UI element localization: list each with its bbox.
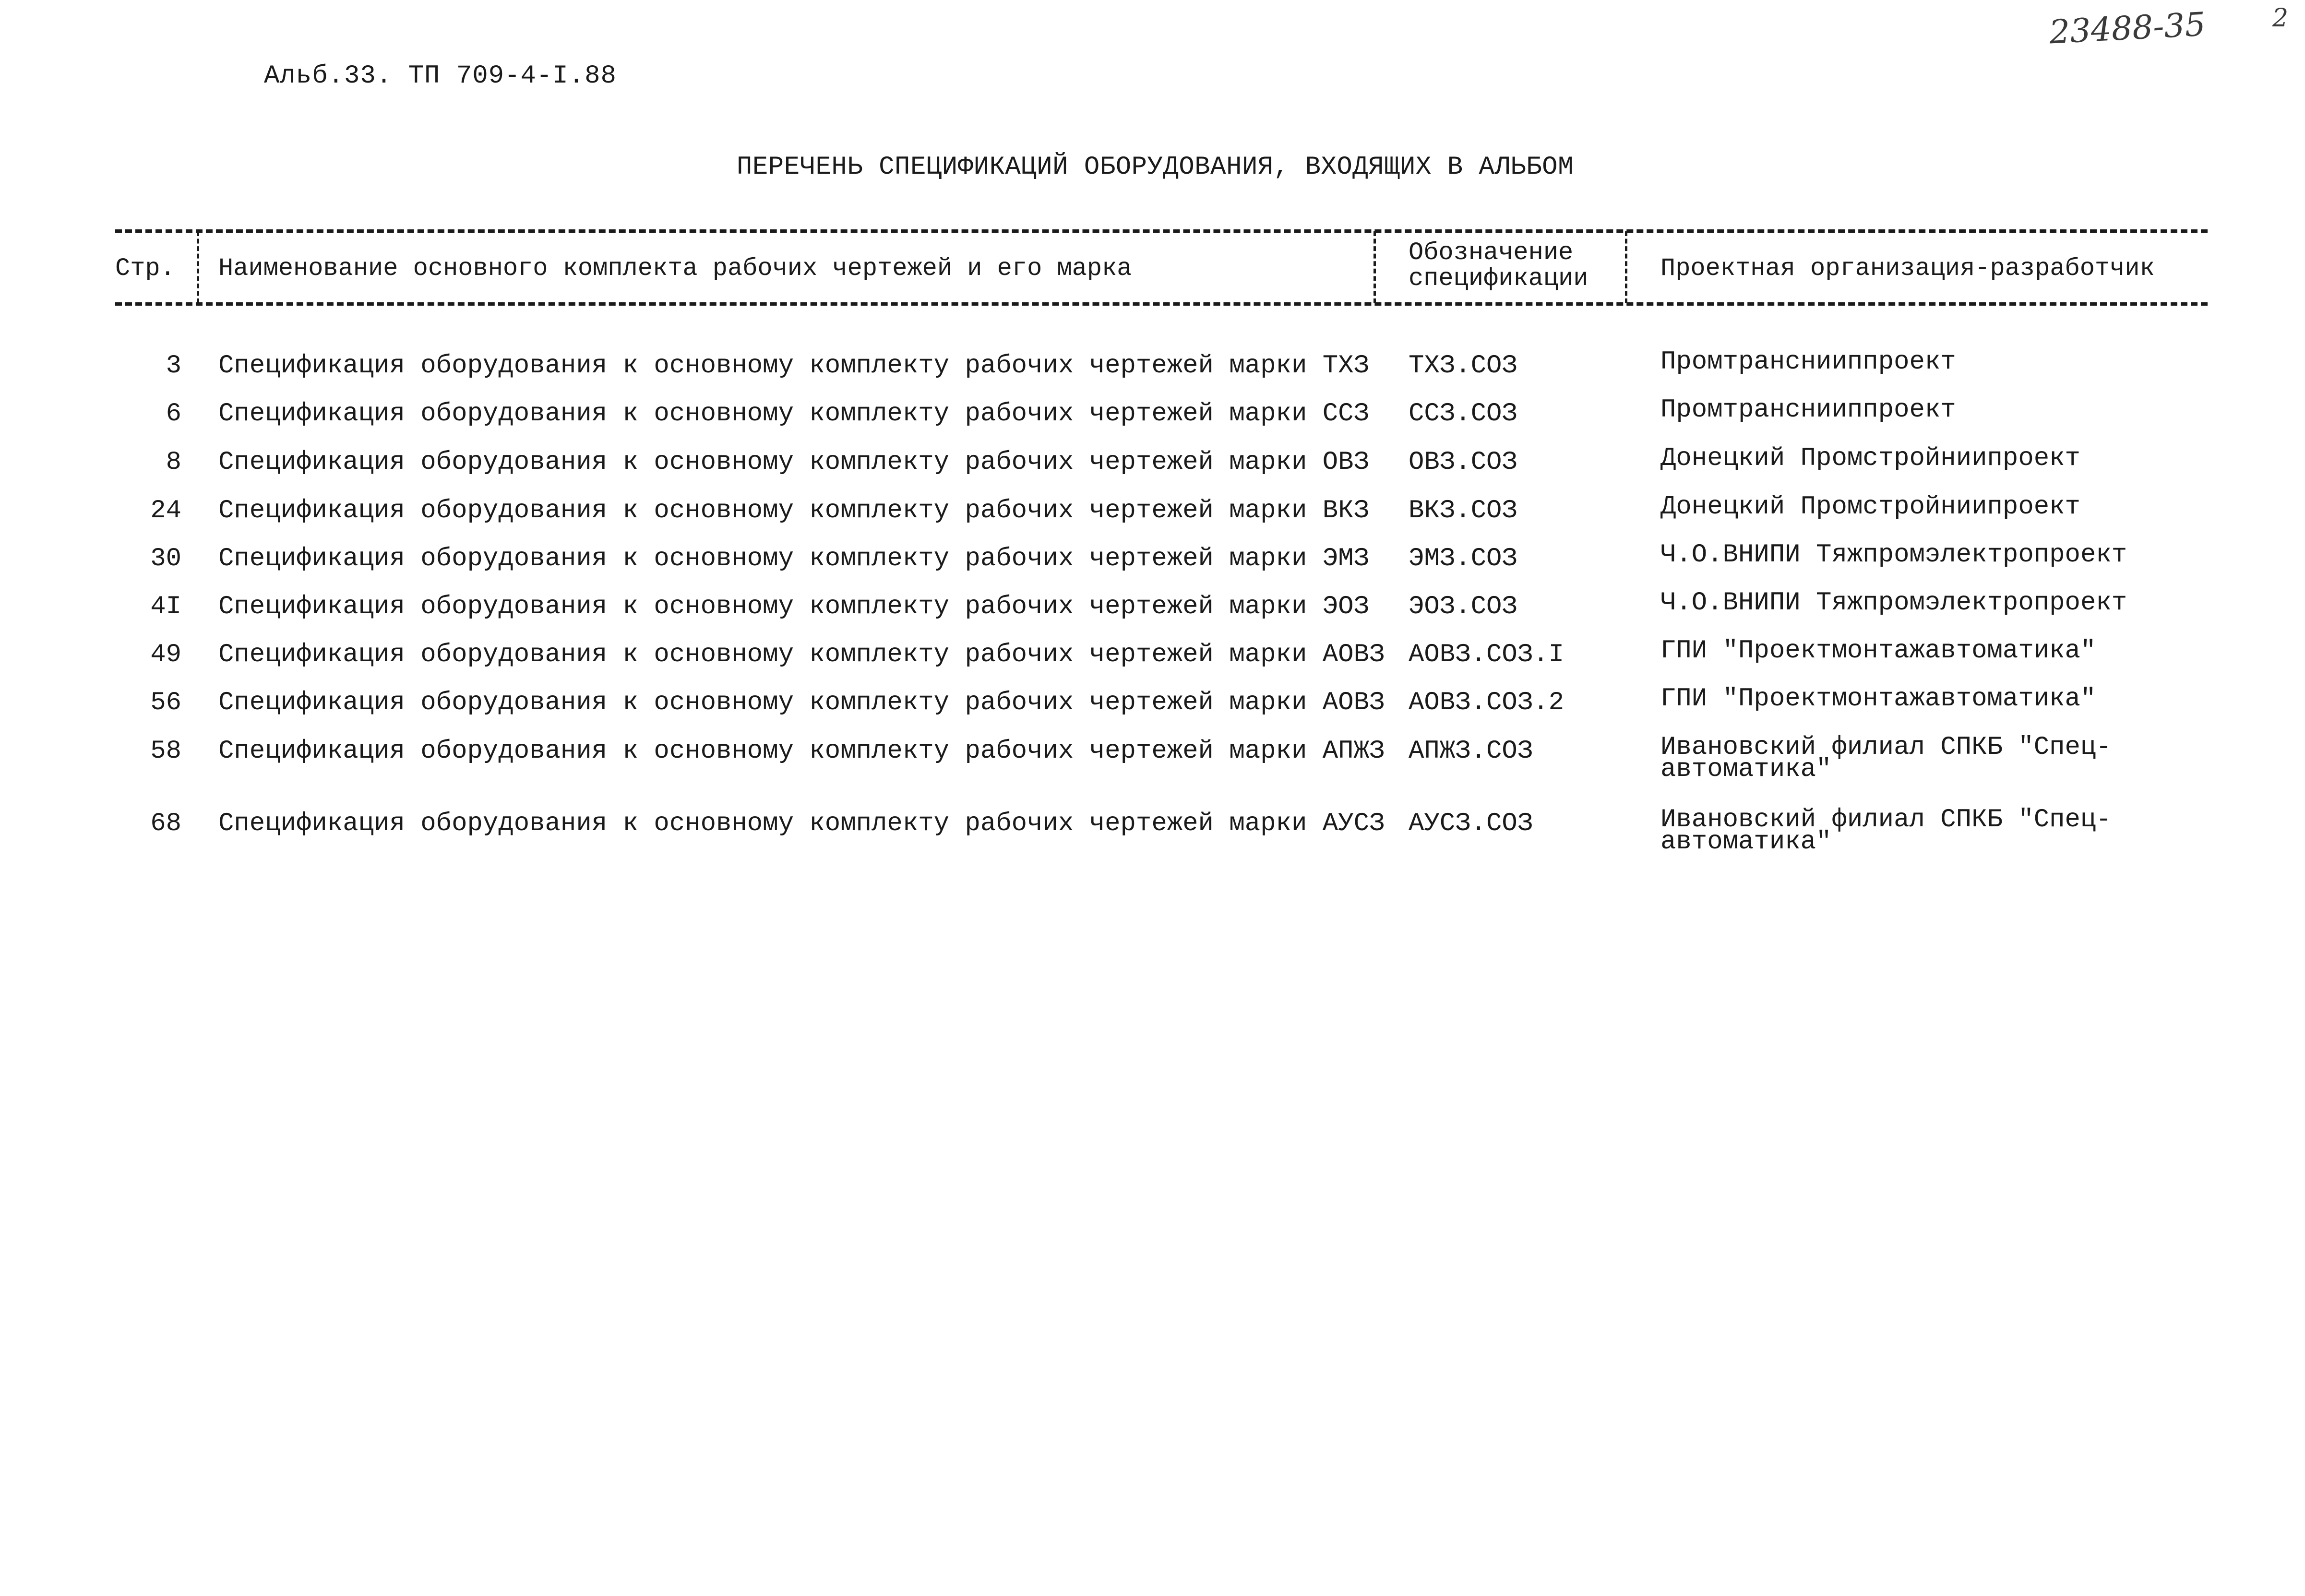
document-title: ПЕРЕЧЕНЬ СПЕЦИФИКАЦИЙ ОБОРУДОВАНИЯ, ВХОДЯЩИХ В АЛЬБОМ xyxy=(737,153,1574,182)
row-org: Промтранснииппроект xyxy=(1660,347,1956,377)
column-header-name: Наименование основного комплекта рабочих чертежей и его марка xyxy=(218,254,1132,283)
row-org: ГПИ "Проектмонтажавтоматика" xyxy=(1660,684,2096,714)
row-page: 56 xyxy=(150,688,181,717)
column-separator xyxy=(1373,231,1376,303)
column-header-page: Стр. xyxy=(115,254,175,283)
sheet-number: 2 xyxy=(2272,4,2289,33)
row-name: Спецификация оборудования к основному комплекту рабочих чертежей марки АПЖЗ xyxy=(218,737,1385,766)
row-page: 30 xyxy=(150,544,181,573)
row-org: ГПИ "Проектмонтажавтоматика" xyxy=(1660,636,2096,666)
album-reference: Альб.33. ТП 709-4-I.88 xyxy=(264,61,617,91)
column-header-code-line1: Обозначение xyxy=(1409,238,1574,267)
row-page: 4I xyxy=(150,592,181,621)
row-org: Ивановский филиал СПКБ "Спец-автоматика" xyxy=(1660,805,2112,857)
row-org: Ч.О.ВНИПИ Тяжпромэлектропроект xyxy=(1660,540,2127,570)
row-code: ОВЗ.СОЗ xyxy=(1409,448,1517,477)
handwritten-document-number: 23488-35 xyxy=(2048,5,2207,52)
row-name: Спецификация оборудования к основному комплекту рабочих чертежей марки ССЗ xyxy=(218,399,1369,429)
column-header-code xyxy=(1409,240,1588,292)
column-separator xyxy=(1625,231,1627,303)
row-code: АУСЗ.СОЗ xyxy=(1409,809,1533,838)
row-code: ЭОЗ.СОЗ xyxy=(1409,592,1517,621)
table-header-bottom-rule xyxy=(115,302,2208,306)
row-page: 6 xyxy=(166,399,181,429)
row-page: 3 xyxy=(166,351,181,381)
column-header-code-line2: спецификации xyxy=(1409,264,1588,293)
row-page: 49 xyxy=(150,640,181,669)
row-code: АПЖЗ.СОЗ xyxy=(1409,737,1533,766)
row-code: ССЗ.СОЗ xyxy=(1409,399,1517,429)
row-name: Спецификация оборудования к основному комплекту рабочих чертежей марки ЭОЗ xyxy=(218,592,1369,621)
row-code: АОВЗ.СОЗ.I xyxy=(1409,640,1565,669)
row-org: Ивановский филиал СПКБ "Спец-автоматика" xyxy=(1660,733,2112,784)
row-page: 58 xyxy=(150,737,181,766)
row-name: Спецификация оборудования к основному комплекту рабочих чертежей марки ЭМЗ xyxy=(218,544,1369,573)
row-code: ТХЗ.СОЗ xyxy=(1409,351,1517,381)
row-name: Спецификация оборудования к основному комплекту рабочих чертежей марки ТХЗ xyxy=(218,351,1369,381)
row-name: Спецификация оборудования к основному комплекту рабочих чертежей марки ОВЗ xyxy=(218,448,1369,477)
row-code: ВКЗ.СОЗ xyxy=(1409,496,1517,525)
row-org: Донецкий Промстройниипроект xyxy=(1660,492,2080,522)
row-name: Спецификация оборудования к основному комплекту рабочих чертежей марки ВКЗ xyxy=(218,496,1369,525)
row-name: Спецификация оборудования к основному комплекту рабочих чертежей марки АУСЗ xyxy=(218,809,1385,838)
row-org: Промтранснииппроект xyxy=(1660,395,1956,425)
column-header-org: Проектная организация-разработчик xyxy=(1660,254,2155,283)
row-page: 8 xyxy=(166,448,181,477)
row-code: ЭМЗ.СОЗ xyxy=(1409,544,1517,573)
row-org: Донецкий Промстройниипроект xyxy=(1660,444,2080,473)
row-code: АОВЗ.СОЗ.2 xyxy=(1409,688,1565,717)
row-page: 68 xyxy=(150,809,181,838)
row-name: Спецификация оборудования к основному комплекту рабочих чертежей марки АОВЗ xyxy=(218,688,1385,717)
table-top-rule xyxy=(115,229,2208,233)
row-name: Спецификация оборудования к основному комплекту рабочих чертежей марки АОВЗ xyxy=(218,640,1385,669)
column-separator xyxy=(197,231,199,303)
row-org: Ч.О.ВНИПИ Тяжпромэлектропроект xyxy=(1660,588,2127,618)
row-page: 24 xyxy=(150,496,181,525)
